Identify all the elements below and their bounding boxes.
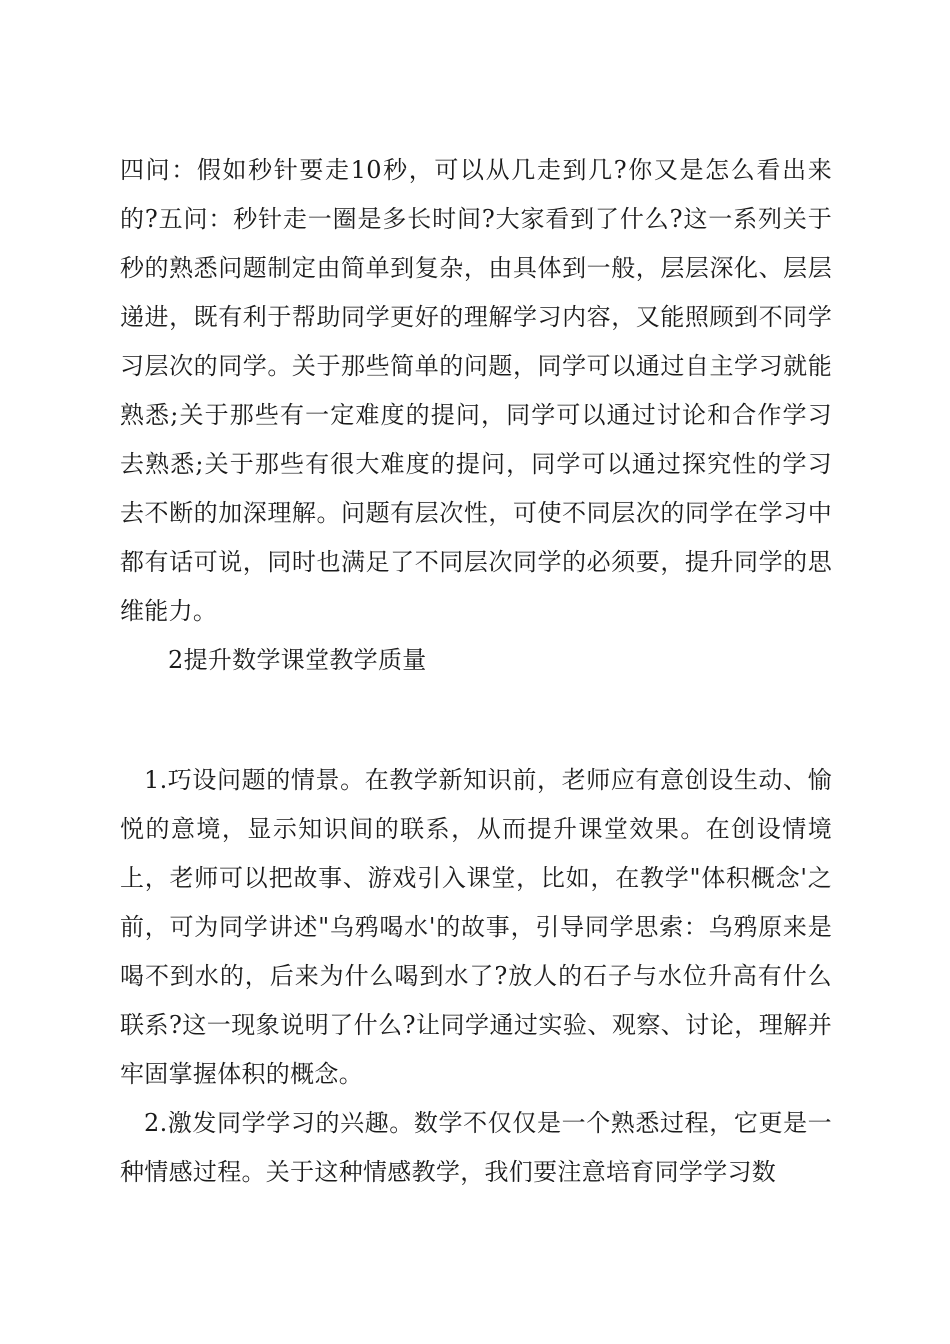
document-body bbox=[120, 146, 832, 1197]
paragraph-questions: 四问：假如秒针要走10秒，可以从几走到几?你又是怎么看出来的?五问：秒针走一圈是多长时间?大家看到了什么?这一系列关于秒的熟悉问题制定由简单到复杂，由具体到一般，层层深化、层层递进，既有利于帮助同学更好的理解学习内容，又能照顾到不同学习层次的同学。关于那些简单的问题，同学可以通过自主学习就能熟悉;关于那些有一定难度的提问，同学可以通过讨论和合作学习去熟悉;关于那些有很大难度的提问，同学可以通过探究性的学习去不断的加深理解。问题有层次性，可使不同层次的同学在学习中都有话可说，同时也满足了不同层次同学的必须要，提升同学的思维能力。 bbox=[120, 156, 832, 625]
blank-gap bbox=[120, 685, 832, 756]
section-heading: 2提升数学课堂教学质量 bbox=[168, 646, 427, 674]
paragraph-item-2: 2.激发同学学习的兴趣。数学不仅仅是一个熟悉过程，它更是一种情感过程。关于这种情感教学，我们要注意培育同学学习数 bbox=[120, 1109, 832, 1186]
paragraph-item-1: 1.巧设问题的情景。在教学新知识前，老师应有意创设生动、愉悦的意境，显示知识间的联系，从而提升课堂效果。在创设情境上，老师可以把故事、游戏引入课堂，比如，在教学"体积概念'之前，可为同学讲述"乌鸦喝水'的故事，引导同学思索：乌鸦原来是喝不到水的，后来为什么喝到水了?放人的石子与水位升高有什么联系?这一现象说明了什么?让同学通过实验、观察、讨论，理解并牢固掌握体积的概念。 bbox=[120, 766, 832, 1088]
